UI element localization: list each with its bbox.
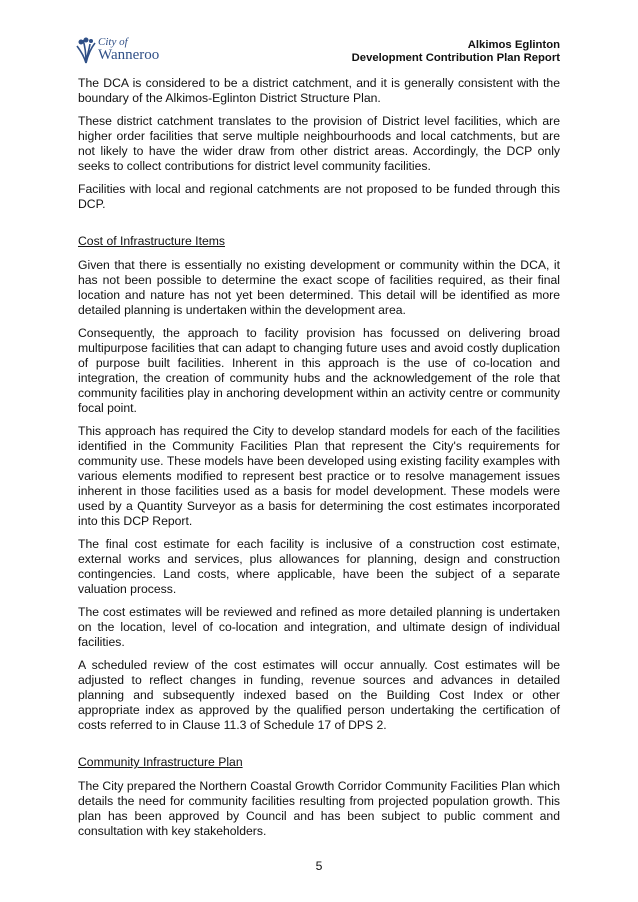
section-heading: Community Infrastructure Plan [78, 755, 243, 769]
paragraph: This approach has required the City to develop standard models for each of the facilities identified in the Community Facilities Plan that represent the City's requirements for community use. These models have been developed using existing facility examples with various elements modified to represent best practice or to resolve management issues inherent in those facilities used as a basis for model development. These models were used by a Quantity Surveyor as a basis for determining the cost estimates incorporated into this DCP Report. [78, 424, 560, 528]
logo-line1: City of [98, 36, 128, 48]
section-heading: Cost of Infrastructure Items [78, 234, 225, 248]
paragraph: The cost estimates will be reviewed and refined as more detailed planning is undertaken on the location, level of co-location and integration, and ultimate design of individual facilities. [78, 605, 560, 649]
report-header [352, 39, 560, 65]
city-of-wanneroo-logo [76, 36, 176, 66]
plant-emblem-icon [76, 36, 96, 64]
report-body [78, 76, 560, 847]
logo-line2: Wanneroo [98, 47, 160, 63]
paragraph: Given that there is essentially no existing development or community within the DCA, it has not been possible to determine the exact scope of facilities required, as their final location and nature has not yet been determined. This detail will be identified as more detailed planning is undertaken within the development area. [78, 258, 560, 317]
paragraph: Facilities with local and regional catchments are not proposed to be funded through this DCP. [78, 182, 560, 211]
paragraph: The City prepared the Northern Coastal Growth Corridor Community Facilities Plan which details the need for community facilities resulting from projected population growth. This plan has been approved by Council and has been subject to public comment and consultation with key stakeholders. [78, 779, 560, 838]
paragraph: The DCA is considered to be a district catchment, and it is generally consistent with the boundary of the Alkimos-Eglinton District Structure Plan. [78, 76, 560, 105]
paragraph: The final cost estimate for each facility is inclusive of a construction cost estimate, external works and services, plus allowances for planning, design and construction contingencies. Land costs, where applicable, have been the subject of a separate valuation process. [78, 537, 560, 596]
header-title-line1: Alkimos Eglinton [467, 39, 560, 51]
header-title-line2: Development Contribution Plan Report [351, 52, 560, 64]
paragraph: A scheduled review of the cost estimates will occur annually. Cost estimates will be adjusted to reflect changes in funding, revenue sources and advances in detailed planning and subsequently indexed based on the Building Cost Index or other appropriate index as approved by the qualified person undertaking the certification of costs referred to in Clause 11.3 of Schedule 17 of DPS 2. [78, 658, 560, 732]
paragraph: These district catchment translates to the provision of District level facilities, which are higher order facilities that serve multiple neighbourhoods and local catchments, but are not likely to have the wider draw from other district areas. Accordingly, the DCP only seeks to collect contributions for district level community facilities. [78, 114, 560, 173]
paragraph: Consequently, the approach to facility provision has focussed on delivering broad multipurpose facilities that can adapt to changing future uses and avoid costly duplication of purpose built facilities. Inherent in this approach is the use of co-location and integration, the creation of community hubs and the acknowledgement of the role that community facilities play in anchoring development within an activity centre or community focal point. [78, 326, 560, 415]
page-number: 5 [315, 859, 323, 873]
